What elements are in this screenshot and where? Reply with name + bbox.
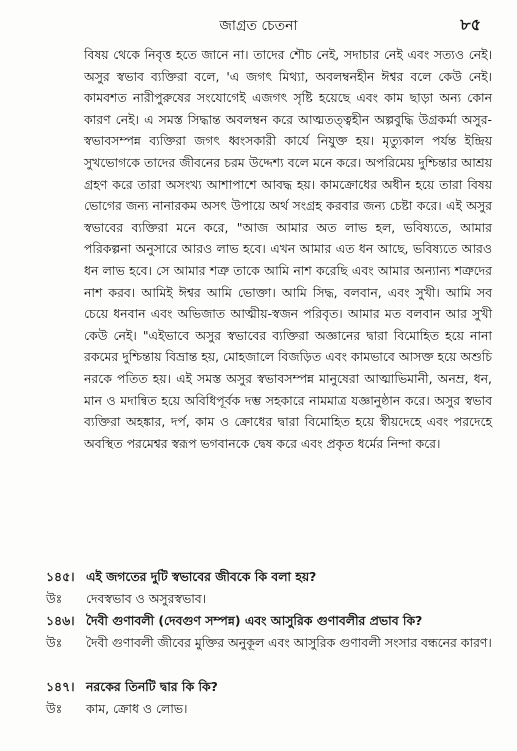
answer-label: উঃ (46, 590, 63, 606)
answer-row (46, 588, 496, 610)
qa-block-147 (46, 676, 496, 719)
qa-block-145 (46, 566, 496, 609)
answer-label: উঃ (46, 700, 63, 716)
answer-text: দেবস্বভাব ও অসুরস্বভাব। (86, 590, 207, 606)
question-number: ১৪৬। (46, 613, 75, 628)
answer-row (46, 698, 496, 720)
page-header (0, 10, 517, 36)
answer-text: দৈবী গুণাবলী জীবের মুক্তির অনুকূল এবং আসুরিক গুণাবলী সংসার বন্ধনের কারণ। (86, 634, 492, 650)
question-text: এই জগতের দুটি স্বভাবের জীবকে কি বলা হয়? (86, 569, 317, 584)
page-number: ৮৫ (460, 15, 481, 34)
question-row (46, 610, 496, 632)
answer-text: কাম, ক্রোধ ও লোভ। (86, 700, 188, 716)
answer-label: উঃ (46, 634, 63, 650)
qa-block-146 (46, 610, 496, 653)
body-paragraph: বিষয় থেকে নিবৃত্ত হতে জানে না। তাদের শৌচ নেই, সদাচার নেই এবং সত্যও নেই। অসুর স্বভাব ব্যক্তিরা বলে, 'এ জগৎ মিথ্যা, অবলম্বনহীন ঈশ্বর বলে কেউ নেই। কামবশত নারীপুরুষের সংযোগেই এজগৎ সৃষ্টি হয়েছে এবং কাম ছাড়া অন্য কোন কারণ নেই। এ সমস্ত সিদ্ধান্ত অবলম্বন করে আত্মতত্ত্বহীন অল্পবুদ্ধি উগ্রকর্মা অসুর-স্বভাবসম্পন্ন ব্যক্তিরা জগৎ ধ্বংসকারী কার্যে নিযুক্ত হয়। মৃত্যুকাল পর্যন্ত ইন্দ্রিয় সুখভোগকে তাদের জীবনের চরম উদ্দেশ্য বলে মনে করে। অপরিমেয় দুশ্চিন্তার আশ্রয় গ্রহণ করে তারা অসংখ্য আশাপাশে আবদ্ধ হয়। কামক্রোধের অধীন হয়ে তারা বিষয় ভোগের জন্য নানারকম অসৎ উপায়ে অর্থ সংগ্রহ করবার জন্য চেষ্টা করে। এই অসুর স্বভাবের ব্যক্তিরা মনে করে, "আজ আমার অত লাভ হল, ভবিষ্যতে, আমার পরিকল্পনা অনুসারে আরও লাভ হবে। এখন আমার এত ধন আছে, ভবিষ্যতে আরও ধন লাভ হবে। সে আমার শত্রু তাকে আমি নাশ করেছি এবং আমার অন্যান্য শত্রুদের নাশ করব। আমিই ঈশ্বর আমি ভোক্তা। আমি সিদ্ধ, বলবান, এবং সুখী। আমি সব চেয়ে ধনবান এবং অভিজাত আত্মীয়-স্বজন পরিবৃত। আমার মত বলবান আর সুখী কেউ নেই। "এইভাবে অসুর স্বভাবের ব্যক্তিরা অজ্ঞানের দ্বারা বিমোহিত হয়ে নানা রকমের দুশ্চিন্তায় বিভ্রান্ত হয়, মোহজালে বিজড়িত এবং কামভাবে আসক্ত হয়ে অশুচি নরকে পতিত হয়। এই সমস্ত অসুর স্বভাবসম্পন্ন মানুষেরা আত্মাভিমানী, অনম্র, ধন, মান ও মদান্বিত হয়ে অবিধিপূর্বক দম্ভ সহকারে নামমাত্র যজ্ঞানুষ্ঠান করে। অসুর স্বভাব ব্যক্তিরা অহঙ্কার, দর্প, কাম ও ক্রোধের দ্বারা বিমোহিত হয়ে স্বীয়দেহে এবং পরদেহে অবস্থিত পরমেশ্বর স্বরূপ ভগবানকে দ্বেষ করে এবং প্রকৃত ধর্মের নিন্দা করে। (84, 47, 492, 451)
answer-row (46, 632, 496, 654)
question-number: ১৪৫। (46, 569, 75, 584)
question-text: দৈবী গুণাবলী (দেবগুণ সম্পন্ন) এবং আসুরিক গুণাবলীর প্রভাব কি? (86, 613, 423, 628)
question-row (46, 676, 496, 698)
question-text: নরকের তিনটি দ্বার কি কি? (86, 679, 218, 694)
question-row (46, 566, 496, 588)
question-number: ১৪৭। (46, 679, 75, 694)
running-title: জাগ্রত চেতনা (219, 18, 298, 34)
